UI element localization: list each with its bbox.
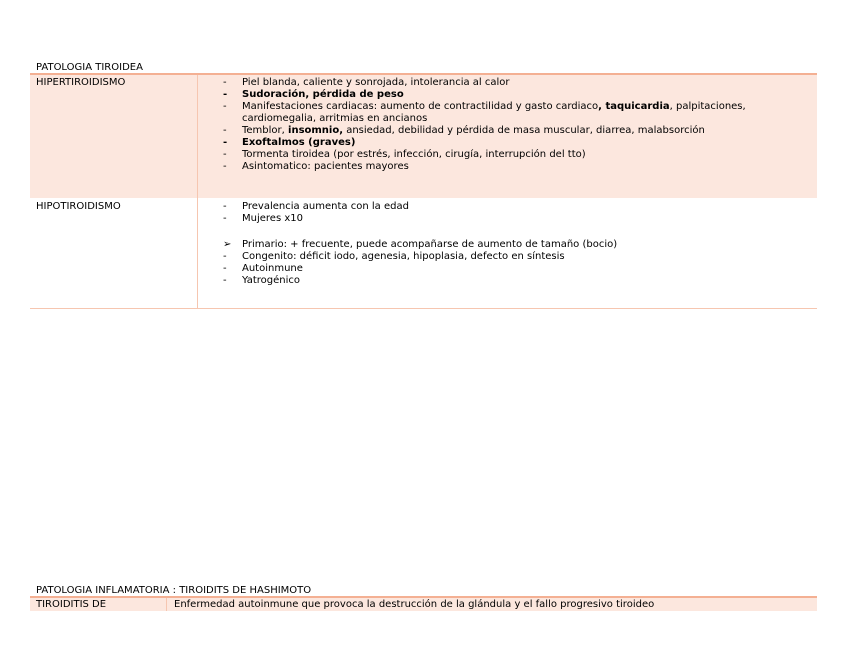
symptom-list-hipertiroidismo (223, 77, 813, 173)
list-spacer (223, 225, 813, 239)
list-item: - Prevalencia aumenta con la edad (223, 201, 409, 212)
list-item: - Exoftalmos (graves) (223, 137, 356, 148)
row-description-tiroiditis: Enfermedad autoinmune que provoca la destrucción de la glándula y el fallo progresivo tiroideo (174, 599, 655, 610)
list-item: - Yatrogénico (223, 275, 301, 286)
column-divider (166, 598, 167, 611)
table-row-hipotiroidismo (30, 198, 817, 309)
table-row-tiroiditis (30, 598, 817, 611)
table-patologia-tiroidea (30, 73, 817, 309)
row-label-hipertiroidismo: HIPERTIROIDISMO (36, 77, 126, 88)
symptom-list-hipotiroidismo (223, 201, 813, 287)
list-item: - Temblor, insomnio, ansiedad, debilidad y pérdida de masa muscular, diarrea, malabsorción (223, 125, 705, 136)
list-item: - Congenito: déficit iodo, agenesia, hipoplasia, defecto en síntesis (223, 251, 565, 262)
row-label-hipotiroidismo: HIPOTIROIDISMO (36, 201, 121, 212)
list-item: - Manifestaciones cardiacas: aumento de contractilidad y gasto cardiaco, taquicardia, palpitaciones, cardiomegalia, arritmias en ancianos (223, 101, 746, 124)
column-divider (197, 75, 198, 198)
list-item: - Mujeres x10 (223, 213, 303, 224)
section-title-patologia-inflamatoria: PATOLOGIA INFLAMATORIA : TIROIDITS DE HASHIMOTO (36, 585, 312, 596)
table-row-hipertiroidismo (30, 75, 817, 198)
list-item: - Tormenta tiroidea (por estrés, infección, cirugía, interrupción del tto) (223, 149, 586, 160)
column-divider (197, 198, 198, 308)
section-title-patologia-tiroidea: PATOLOGIA TIROIDEA (36, 62, 143, 73)
list-item: - Autoinmune (223, 263, 303, 274)
row-label-tiroiditis: TIROIDITIS DE (36, 599, 107, 610)
table-patologia-inflamatoria (30, 596, 817, 611)
list-item: - Piel blanda, caliente y sonrojada, intolerancia al calor (223, 77, 510, 88)
list-item: ➢ Primario: + frecuente, puede acompañarse de aumento de tamaño (bocio) (223, 239, 618, 250)
list-item: - Sudoración, pérdida de peso (223, 89, 404, 100)
list-item: - Asintomatico: pacientes mayores (223, 161, 409, 172)
